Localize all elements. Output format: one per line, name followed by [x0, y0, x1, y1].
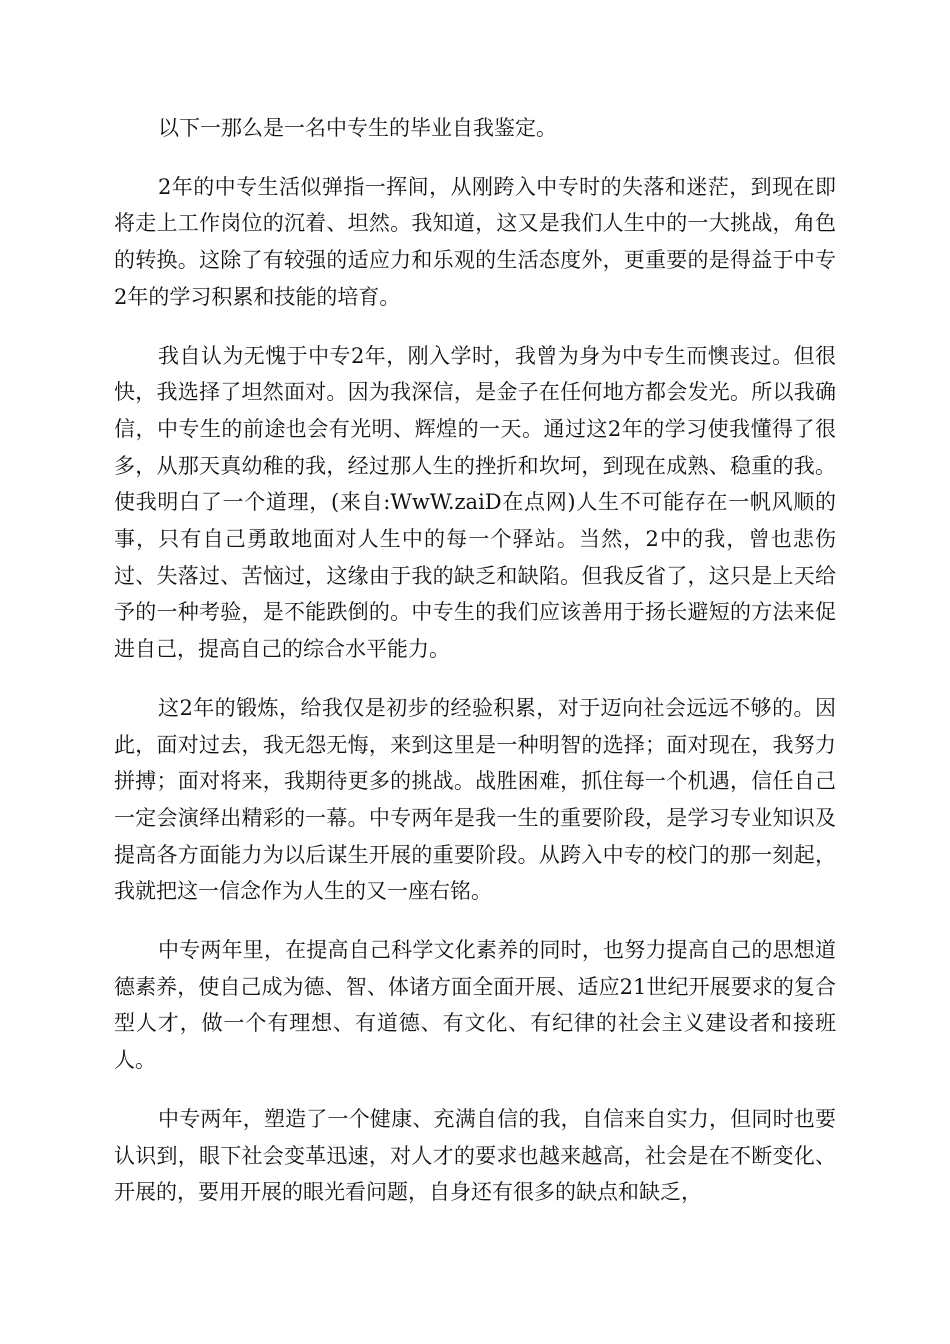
paragraph: 中专两年，塑造了一个健康、充满自信的我，自信来自实力，但同时也要认识到，眼下社会变革迅速，对人才的要求也越来越高，社会是在不断变化、开展的，要用开展的眼光看问题，自身还有很多的缺点和缺乏，	[114, 1106, 836, 1205]
paragraph: 我自认为无愧于中专2年，刚入学时，我曾为身为中专生而懊丧过。但很快，我选择了坦然面对。因为我深信，是金子在任何地方都会发光。所以我确信，中专生的前途也会有光明、辉煌的一天。通过这2年的学习使我懂得了很多，从那天真幼稚的我，经过那人生的挫折和坎坷，到现在成熟、稳重的我。使我明白了一个道理，(来自:WwW.zaiD在点网)人生不可能存在一帆风顺的事，只有自己勇敢地面对人生中的每一个驿站。当然，2中的我，曾也悲伤过、失落过、苦恼过，这缘由于我的缺乏和缺陷。但我反省了，这只是上天给予的一种考验，是不能跌倒的。中专生的我们应该善用于扬长避短的方法来促进自己，提高自己的综合水平能力。	[114, 343, 836, 662]
paragraph: 中专两年里，在提高自己科学文化素养的同时，也努力提高自己的思想道德素养，使自己成为德、智、体诸方面全面开展、适应21世纪开展要求的复合型人才，做一个有理想、有道德、有文化、有纪律的社会主义建设者和接班人。	[114, 938, 836, 1073]
paragraph: 2年的中专生活似弹指一挥间，从刚跨入中专时的失落和迷茫，到现在即将走上工作岗位的沉着、坦然。我知道，这又是我们人生中的一大挑战，角色的转换。这除了有较强的适应力和乐观的生活态度外，更重要的是得益于中专2年的学习积累和技能的培育。	[114, 174, 836, 309]
paragraph-intro: 以下一那么是一名中专生的毕业自我鉴定。	[158, 116, 557, 140]
paragraph: 这2年的锻炼，给我仅是初步的经验积累，对于迈向社会远远不够的。因此，面对过去，我无怨无悔，来到这里是一种明智的选择；面对现在，我努力拼搏；面对将来，我期待更多的挑战。战胜困难，抓住每一个机遇，信任自己一定会演绎出精彩的一幕。中专两年是我一生的重要阶段，是学习专业知识及提高各方面能力为以后谋生开展的重要阶段。从跨入中专的校门的那一刻起，我就把这一信念作为人生的又一座右铭。	[114, 695, 836, 904]
document-body	[114, 110, 836, 1233]
